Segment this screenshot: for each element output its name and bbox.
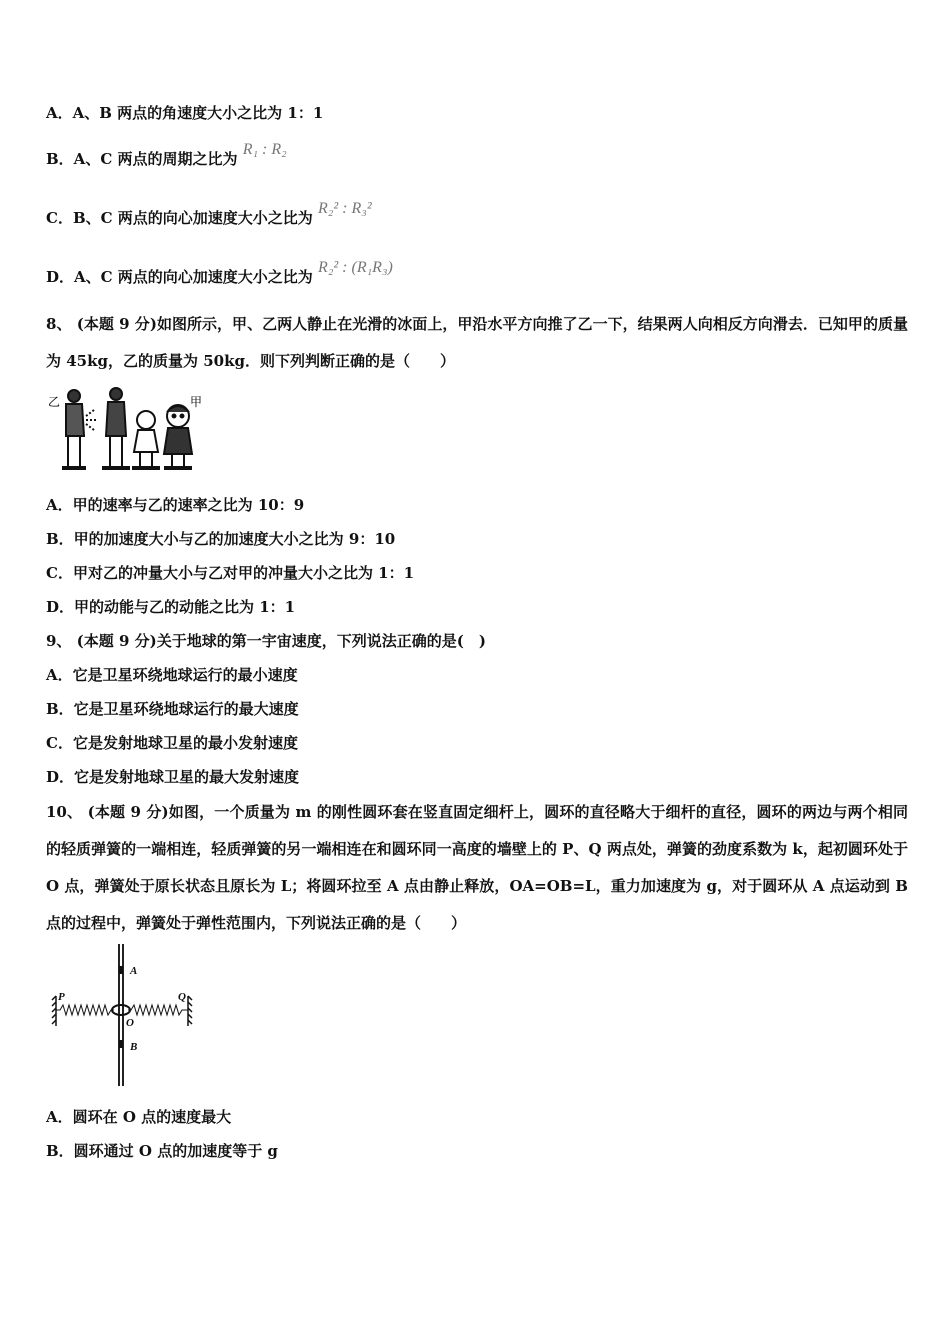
q9-stem: 9、 (本题 9 分)关于地球的第一宇宙速度，下列说法正确的是( )	[46, 632, 486, 650]
right-wall	[188, 996, 192, 1026]
q7-option-b	[46, 141, 287, 169]
left-spring	[56, 1005, 114, 1015]
q8-option-b: B．甲的加速度大小与乙的加速度大小之比为 9：10	[46, 530, 396, 548]
label-b: B	[130, 1041, 138, 1053]
person-yi-icon	[62, 390, 96, 468]
q10-stem: 10、 (本题 9 分)如图，一个质量为 m 的刚性圆环套在竖直固定细杆上，圆环的直径略大于细杆的直径，圆环的两边与两个相同的轻质弹簧的一端相连，轻质弹簧的另一端相连在和圆环同一高度的墙壁上的 P、Q 两点处，弹簧的劲度系数为 k，起初圆环处于 O 点，弹簧处于原长状态且原长为 L；将圆环拉至 A 点由静止释放，OA=OB=L，重力加速度为 g，对于圆环从 A 点运动到 B 点的过程中，弹簧处于弹性范围内，下列说法正确的是（ ）	[46, 803, 908, 932]
q8-option-a: A．甲的速率与乙的速率之比为 10：9	[46, 496, 305, 514]
q7-option-c-text: C．B、C 两点的向心加速度大小之比为	[46, 209, 313, 227]
skaters-figure	[46, 386, 206, 478]
person-jia-icon	[164, 405, 192, 468]
q7-option-c	[46, 200, 372, 228]
label-a: A	[130, 965, 138, 977]
q8-option-c: C．甲对乙的冲量大小与乙对甲的冲量大小之比为 1：1	[46, 564, 415, 582]
q7-option-b-formula: R₁ : R₂	[242, 141, 287, 158]
q9-option-a: A．它是卫星环绕地球运行的最小速度	[46, 666, 298, 684]
q7-option-d-formula: R₂² : (R₁R₃)	[318, 259, 393, 276]
q8-stem: 8、 (本题 9 分)如图所示，甲、乙两人静止在光滑的冰面上，甲沿水平方向推了乙一下，结果两人向相反方向滑去．已知甲的质量为 45kg，乙的质量为 50kg．则下列判断正确的是（ ）	[46, 315, 908, 370]
q7-option-b-text: B．A、C 两点的周期之比为	[46, 150, 238, 168]
figure-label-jia: 甲	[190, 395, 203, 409]
left-wall	[52, 996, 56, 1026]
person-man-icon	[102, 388, 130, 468]
person-girl-icon	[132, 411, 160, 468]
q7-option-d-text: D．A、C 两点的向心加速度大小之比为	[46, 268, 313, 286]
right-spring	[128, 1005, 188, 1015]
q9-option-c: C．它是发射地球卫星的最小发射速度	[46, 734, 298, 752]
q7-option-c-formula: R₂² : R₃²	[318, 200, 372, 217]
q7-option-a-text: A．A、B 两点的角速度大小之比为 1：1	[46, 104, 324, 122]
q7-option-a	[46, 102, 323, 123]
label-q: Q	[178, 991, 186, 1003]
q10-option-b: B．圆环通过 O 点的加速度等于 g	[46, 1142, 278, 1160]
spring-ring-figure	[50, 944, 196, 1086]
q9-option-b: B．它是卫星环绕地球运行的最大速度	[46, 700, 299, 718]
figure-label-yi: 乙	[48, 395, 61, 409]
label-o: O	[126, 1017, 134, 1029]
q10-option-a: A．圆环在 O 点的速度最大	[46, 1108, 232, 1126]
label-p: P	[58, 991, 65, 1003]
q8-option-d: D．甲的动能与乙的动能之比为 1：1	[46, 598, 296, 616]
q7-option-d	[46, 259, 393, 287]
q9-option-d: D．它是发射地球卫星的最大发射速度	[46, 768, 300, 786]
